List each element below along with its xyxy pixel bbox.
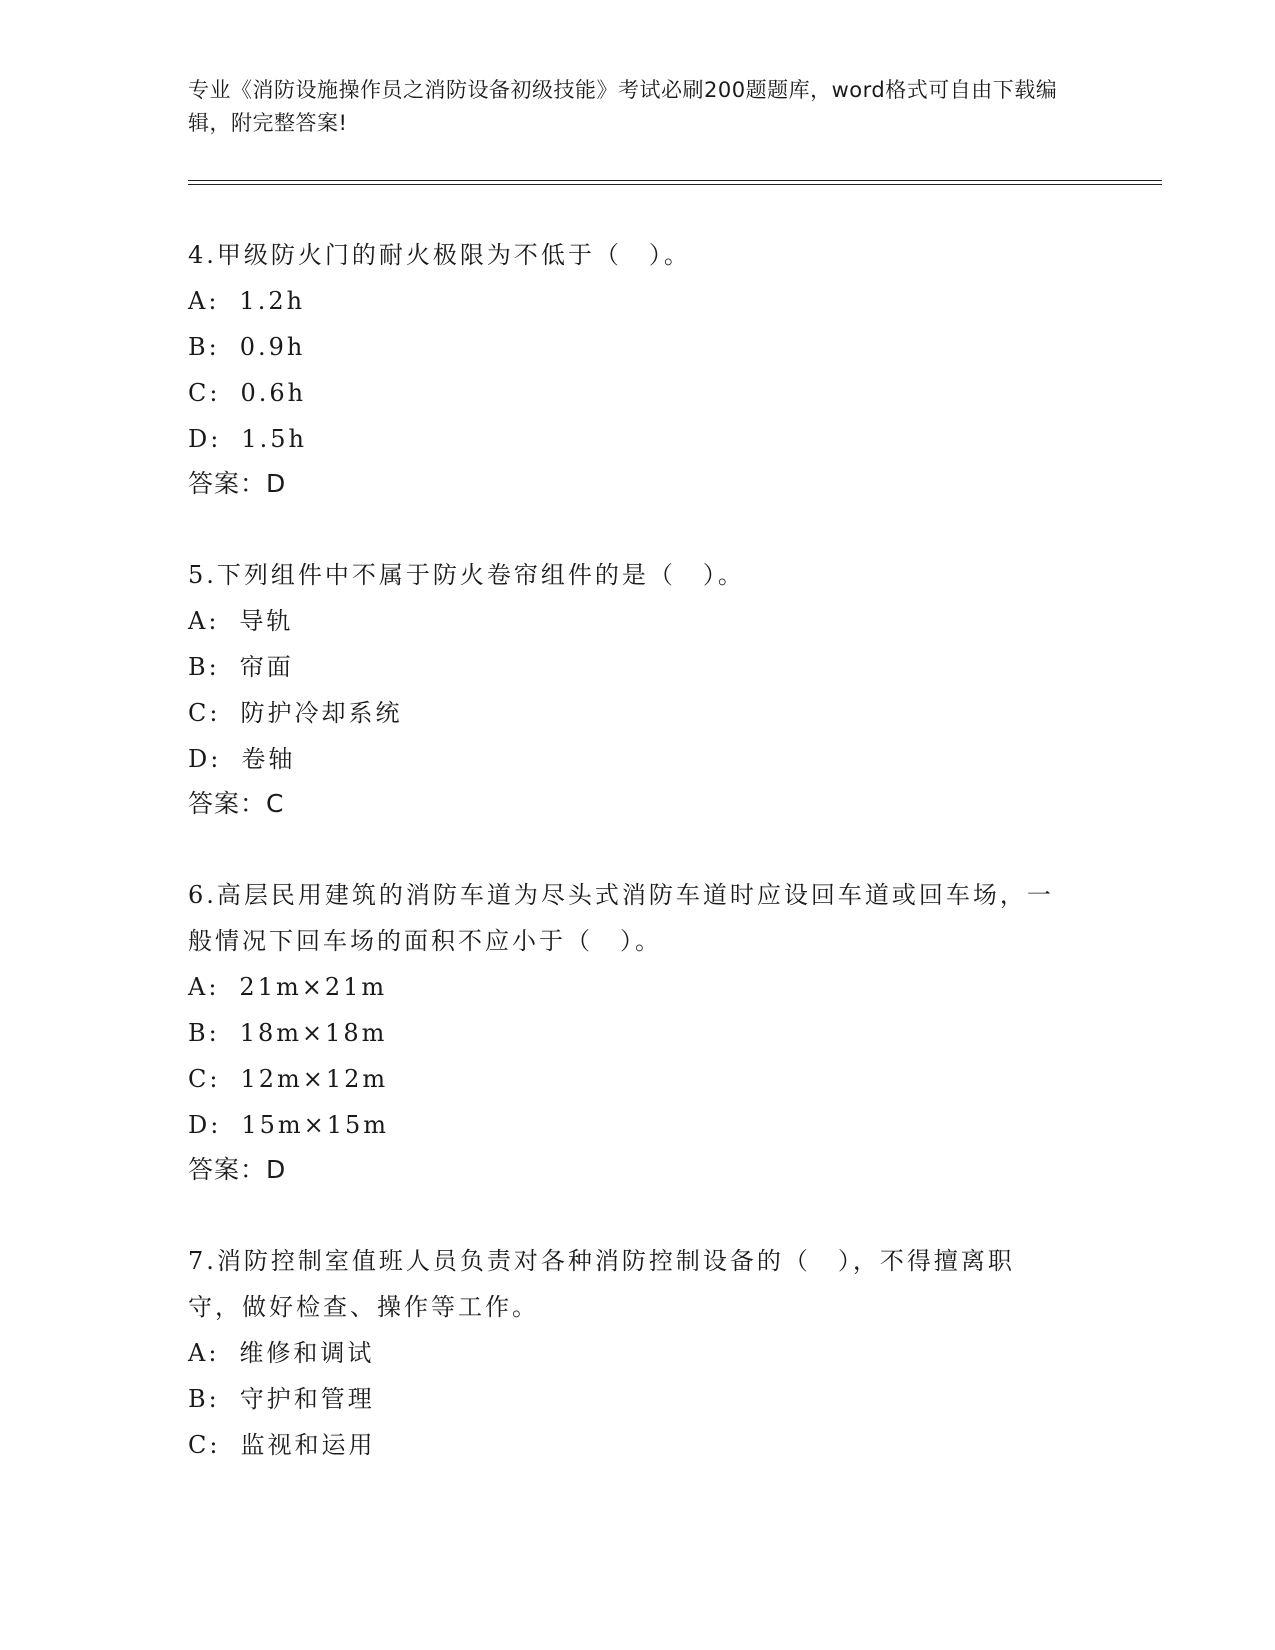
question-5 [188,552,1068,826]
option-b [188,1376,1068,1422]
header-divider-top [188,180,1162,181]
option-key: A: [188,1339,220,1367]
option-text: 12m×12m [240,1065,389,1093]
option-text: 卷轴 [241,745,296,773]
option-key: C: [188,1431,221,1459]
option-b [188,324,1068,370]
option-d [188,416,1068,462]
option-key: A: [188,607,220,635]
option-b [188,644,1068,690]
option-text: 0.6h [240,379,307,407]
option-text: 监视和运用 [240,1431,376,1459]
option-key: A: [188,287,220,315]
option-text: 维修和调试 [239,1339,375,1367]
option-text: 防护冷却系统 [240,699,403,727]
document-header: 专业《消防设施操作员之消防设备初级技能》考试必刷200题题库，word格式可自由下载编辑，附完整答案! [188,78,1058,135]
question-stem: 7.消防控制室值班人员负责对各种消防控制设备的（ ），不得擅离职守，做好检查、操作等工作。 [188,1247,1015,1321]
option-key: C: [188,699,221,727]
option-text: 15m×15m [241,1111,390,1139]
option-c [188,690,1068,736]
option-key: B: [188,1019,220,1047]
option-a [188,278,1068,324]
header-divider-bottom [188,184,1162,185]
question-stem: 5.下列组件中不属于防火卷帘组件的是（ ）。 [188,561,745,589]
option-key: B: [188,333,220,361]
question-6 [188,872,1068,1192]
answer-line: 答案：D [188,469,287,498]
answer-line: 答案：C [188,789,285,818]
option-a [188,964,1068,1010]
option-text: 0.9h [239,333,306,361]
option-text: 帘面 [239,653,294,681]
option-c [188,1056,1068,1102]
question-stem: 4.甲级防火门的耐火极限为不低于（ ）。 [188,241,691,269]
option-text: 18m×18m [239,1019,388,1047]
option-key: A: [188,973,220,1001]
option-key: D: [188,1111,222,1139]
option-a [188,1330,1068,1376]
option-text: 导轨 [239,607,294,635]
option-text: 21m×21m [239,973,388,1001]
option-key: B: [188,653,220,681]
question-stem: 6.高层民用建筑的消防车道为尽头式消防车道时应设回车道或回车场，一般情况下回车场的面积不应小于（ ）。 [188,881,1054,955]
question-4 [188,232,1068,506]
option-key: B: [188,1385,220,1413]
option-d [188,1102,1068,1148]
option-a [188,598,1068,644]
option-c [188,370,1068,416]
option-key: C: [188,1065,221,1093]
option-text: 守护和管理 [239,1385,375,1413]
option-text: 1.5h [241,425,307,453]
option-key: C: [188,379,221,407]
option-key: D: [188,425,222,453]
option-b [188,1010,1068,1056]
answer-line: 答案：D [188,1155,287,1184]
option-d [188,736,1068,782]
question-7 [188,1238,1068,1468]
option-text: 1.2h [239,287,306,315]
option-key: D: [188,745,222,773]
option-c [188,1422,1068,1468]
